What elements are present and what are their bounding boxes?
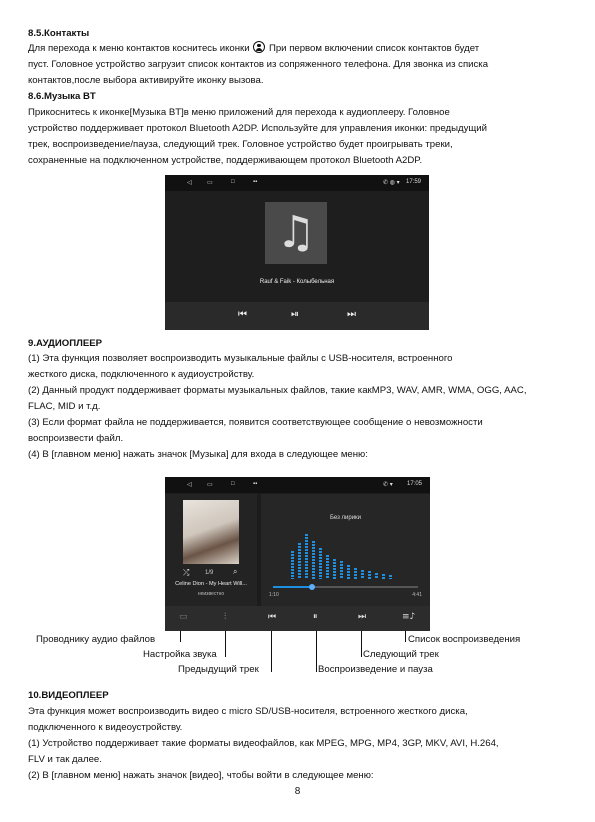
- heading-music-bt: 8.6.Музыка BT: [28, 91, 96, 102]
- callout-next: Следующий трек: [363, 649, 439, 660]
- home-icon: ▭: [207, 482, 213, 488]
- paragraph-line: сохраненные на подключенном устройстве, поддерживающем протокол Bluetooth A2DP.: [28, 155, 423, 166]
- back-icon: ◁: [187, 482, 192, 488]
- paragraph-line: Эта функция может воспроизводить видео с micro SD/USB-носителя, встроенного жесткого диска,: [28, 706, 468, 717]
- home-icon: ▭: [207, 180, 213, 186]
- search-icon[interactable]: ⌕: [233, 567, 238, 576]
- paragraph-line: устройство поддерживает протокол Bluetooth A2DP. Используйте для управления иконки: предыдущий: [28, 123, 487, 134]
- play-pause-icon[interactable]: ⏸: [313, 612, 318, 622]
- music-note-icon: ♫: [276, 207, 316, 258]
- paragraph-line: Прикоснитесь к иконке[Музыка BT]в меню приложений для перехода к аудиоплееру. Головное: [28, 107, 450, 118]
- previous-icon[interactable]: ⏮: [268, 612, 277, 622]
- album-cover: [265, 202, 327, 264]
- paragraph-line: [28, 41, 573, 56]
- visualizer-panel: [261, 494, 430, 606]
- callout-folder: Проводнику аудио файлов: [36, 634, 156, 645]
- callout-line: [180, 631, 181, 642]
- track-counter: 1/9: [205, 570, 214, 576]
- progress-track[interactable]: [273, 586, 418, 588]
- status-bar: [165, 175, 429, 191]
- paragraph-line: подключенного к видеоустройству.: [28, 722, 183, 733]
- paragraph-line: (1) Эта функция позволяет воспроизводить музыкальные файлы с USB-носителя, встроенного: [28, 353, 453, 364]
- equalizer-bar: [354, 568, 357, 579]
- callout-line: [316, 631, 317, 672]
- paragraph-line: (1) Устройство поддерживает такие форматы видеофайлов, как MPEG, MPG, MP4, 3GP, MKV, AVI, H.264,: [28, 738, 499, 749]
- lyrics-label: Без лирики: [329, 515, 362, 521]
- paragraph-line: трек, воспроизведение/пауза, следующий трек. Головное устройство будет проигрывать треки,: [28, 139, 453, 150]
- progress-fill: [273, 586, 312, 588]
- equalizer-bar: [312, 541, 315, 579]
- signal-icon: ✆ ▾: [383, 482, 393, 488]
- clock: 17:05: [407, 481, 423, 487]
- equalizer-bar: [368, 571, 371, 579]
- paragraph-line: (3) Если формат файла не поддерживается, появится соответствующее сообщение о невозможности: [28, 417, 483, 428]
- heading-video-player: 10.ВИДЕОПЛЕЕР: [28, 690, 109, 701]
- equalizer-bar: [347, 565, 350, 579]
- callout-line: [271, 631, 272, 672]
- callout-line: [361, 631, 362, 657]
- notification-icon: ▪▪: [253, 481, 258, 487]
- equalizer-bar: [389, 575, 392, 579]
- next-icon[interactable]: ⏭: [347, 309, 356, 320]
- notification-icon: ▪▪: [253, 179, 258, 185]
- status-bar: [165, 477, 430, 493]
- callout-prev: Предыдущий трек: [178, 664, 259, 675]
- back-icon: ◁: [187, 180, 192, 186]
- track-title: Celine Dion - My Heart Will...: [175, 581, 247, 587]
- callout-line: [405, 631, 406, 642]
- text-fragment: При первом включении список контактов будет: [268, 43, 480, 54]
- folder-icon[interactable]: ▭: [179, 612, 188, 622]
- track-info-panel: [165, 494, 257, 606]
- paragraph-line: (4) В [главном меню] нажать значок [Музыка] для входа в следующее меню:: [28, 449, 368, 460]
- recent-icon: □: [231, 179, 235, 185]
- paragraph-line: FLV и так далее.: [28, 754, 102, 765]
- signal-icon: ✆ ◍ ▾: [383, 180, 400, 186]
- paragraph-line: FLAC, MID и т.д.: [28, 401, 101, 412]
- equalizer-bar: [340, 561, 343, 579]
- time-current: 1:10: [269, 592, 279, 598]
- equalizer-bar: [333, 559, 336, 579]
- paragraph-line: жесткого диска, подключенного к аудиоустройству.: [28, 369, 255, 380]
- equalizer-bar: [375, 573, 378, 579]
- paragraph-line: пуст. Головное устройство загрузит список контактов из сопряженного телефона. Для звонка из списка: [28, 59, 489, 70]
- paragraph-line: воспроизвести файл.: [28, 433, 124, 444]
- shuffle-icon[interactable]: ⤮: [183, 568, 190, 577]
- equalizer-bar: [326, 555, 329, 579]
- page-number: 8: [294, 786, 301, 797]
- track-artist: неизвестно: [197, 591, 225, 597]
- equalizer-bar: [291, 551, 294, 579]
- play-pause-icon[interactable]: ⏯: [291, 309, 299, 320]
- track-title: Rauf & Faik - Колыбельная: [259, 279, 335, 285]
- callout-line: [225, 631, 226, 657]
- previous-icon[interactable]: ⏮: [238, 309, 247, 320]
- equalizer-bar: [298, 543, 301, 579]
- next-icon[interactable]: ⏭: [358, 612, 367, 622]
- progress-handle[interactable]: [309, 584, 315, 590]
- text-fragment: Для перехода к меню контактов коснитесь иконки: [28, 43, 250, 54]
- bt-music-screenshot: [165, 175, 429, 330]
- playlist-icon[interactable]: ≡♪: [402, 612, 416, 622]
- paragraph-line: контактов,после выбора активируйте иконку вызова.: [28, 75, 264, 86]
- audio-player-screenshot: [165, 477, 430, 631]
- callout-playlist: Список воспроизведения: [408, 634, 521, 645]
- heading-contacts: 8.5.Контакты: [28, 28, 90, 39]
- control-bar: [165, 606, 430, 631]
- equalizer-bar: [382, 574, 385, 579]
- clock: 17:59: [406, 179, 422, 185]
- paragraph-line: (2) В [главном меню] нажать значок [видео], чтобы войти в следующее меню:: [28, 770, 374, 781]
- equalizer-bar: [361, 570, 364, 579]
- sound-settings-icon[interactable]: ⫶: [224, 612, 227, 622]
- heading-audio-player: 9.АУДИОПЛЕЕР: [28, 338, 103, 349]
- time-total: 4:41: [412, 592, 422, 598]
- control-bar: [165, 302, 429, 330]
- contacts-icon: [253, 41, 265, 53]
- equalizer-bar: [305, 534, 308, 579]
- album-art: [183, 500, 239, 564]
- paragraph-line: (2) Данный продукт поддерживает форматы музыкальных файлов, такие какMP3, WAV, AMR, WMA, OGG, AAC,: [28, 385, 527, 396]
- callout-sound: Настройка звука: [143, 649, 217, 660]
- callout-play: Воспроизведение и пауза: [318, 664, 433, 675]
- equalizer-bar: [319, 548, 322, 579]
- recent-icon: □: [231, 481, 235, 487]
